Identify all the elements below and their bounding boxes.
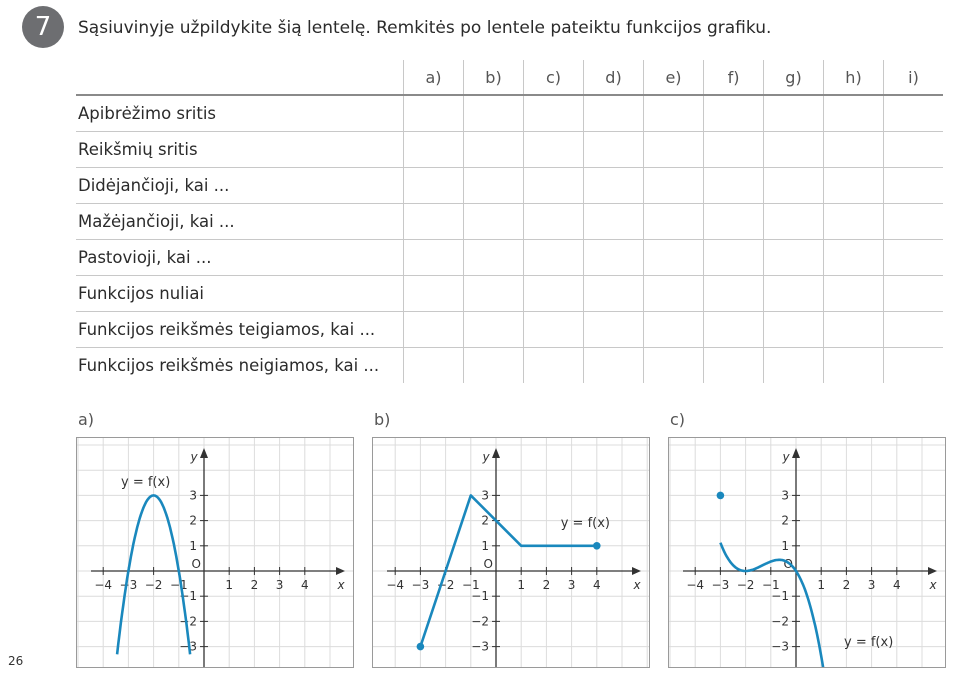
table-cell <box>824 240 884 276</box>
row-label: Funkcijos reikšmės teigiamos, kai ... <box>76 312 404 348</box>
table-cell <box>584 240 644 276</box>
table-row <box>76 132 943 168</box>
table-cell <box>524 204 584 240</box>
table-cell <box>704 95 764 132</box>
exercise-instruction: Sąsiuvinyje užpildykite šią lentelę. Remkitės po lentele pateiktu funkcijos grafiku. <box>78 18 772 38</box>
table-cell <box>884 312 944 348</box>
column-header-d: d) <box>584 60 644 95</box>
function-graph-b <box>373 438 649 667</box>
y-tick-label: −2 <box>179 614 197 629</box>
y-tick-label: 3 <box>781 488 789 503</box>
y-tick-label: −1 <box>179 589 197 604</box>
column-header-i: i) <box>884 60 944 95</box>
table-cell <box>704 204 764 240</box>
y-tick-label: 2 <box>781 513 789 528</box>
table-cell <box>824 276 884 312</box>
endpoint-dot <box>417 643 425 651</box>
y-tick-label: −3 <box>771 639 789 654</box>
graph-label-a: a) <box>78 410 95 429</box>
x-tick-label: −3 <box>411 578 430 592</box>
table-cell <box>764 168 824 204</box>
x-axis-name: x <box>337 578 345 592</box>
function-graph-a <box>77 438 353 667</box>
origin-label: O <box>483 557 493 571</box>
table-cell <box>404 312 464 348</box>
table-cell <box>644 132 704 168</box>
table-cell <box>524 95 584 132</box>
y-tick-label: −1 <box>771 589 789 604</box>
x-tick-label: 3 <box>867 578 876 592</box>
table-cell <box>524 276 584 312</box>
table-cell <box>884 204 944 240</box>
table-cell <box>764 276 824 312</box>
table-cell <box>404 168 464 204</box>
column-header-e: e) <box>644 60 704 95</box>
table-row <box>76 276 943 312</box>
table-cell <box>884 132 944 168</box>
y-tick-label: −1 <box>471 589 489 604</box>
table-cell <box>764 95 824 132</box>
page-number: 26 <box>8 654 24 668</box>
endpoint-dot <box>717 492 725 500</box>
table-cell <box>884 95 944 132</box>
table-cell <box>704 240 764 276</box>
x-tick-label: −2 <box>436 578 455 592</box>
row-label: Mažėjančioji, kai ... <box>76 204 404 240</box>
graph-label-c: c) <box>670 410 686 429</box>
y-tick-label: 1 <box>481 538 489 553</box>
x-axis-arrow <box>336 567 345 575</box>
table-cell <box>404 132 464 168</box>
y-axis-arrow <box>492 448 500 458</box>
x-axis-name: x <box>633 578 641 592</box>
table-cell <box>824 95 884 132</box>
x-tick-label: −1 <box>761 578 780 592</box>
graph-panel-c <box>668 437 946 668</box>
y-tick-label: −2 <box>771 614 789 629</box>
table-cell <box>764 132 824 168</box>
table-cell <box>884 276 944 312</box>
x-tick-label: −3 <box>711 578 730 592</box>
table-row <box>76 348 943 384</box>
column-header-c: c) <box>524 60 584 95</box>
endpoint-dot <box>593 542 601 550</box>
y-tick-label: −3 <box>471 639 489 654</box>
table-cell <box>584 348 644 384</box>
table-row <box>76 204 943 240</box>
table-cell <box>464 95 524 132</box>
table-cell <box>464 240 524 276</box>
x-tick-label: −1 <box>461 578 480 592</box>
table-cell <box>704 276 764 312</box>
x-axis-arrow <box>928 567 937 575</box>
x-axis-name: x <box>929 578 937 592</box>
x-tick-label: 2 <box>250 578 259 592</box>
table-cell <box>764 204 824 240</box>
table-cell <box>584 312 644 348</box>
x-tick-label: −1 <box>169 578 188 592</box>
y-tick-label: −3 <box>179 639 197 654</box>
table-row <box>76 240 943 276</box>
table-cell <box>764 312 824 348</box>
table-cell <box>644 348 704 384</box>
table-cell <box>824 168 884 204</box>
y-axis-name: y <box>482 450 490 464</box>
table-cell <box>584 95 644 132</box>
table-cell <box>884 240 944 276</box>
table-cell <box>764 240 824 276</box>
table-cell <box>704 348 764 384</box>
x-tick-label: −4 <box>94 578 113 592</box>
table-cell <box>704 132 764 168</box>
table-cell <box>644 312 704 348</box>
table-cell <box>884 168 944 204</box>
table-cell <box>824 132 884 168</box>
x-tick-label: −2 <box>736 578 755 592</box>
table-cell <box>464 276 524 312</box>
column-header-b: b) <box>464 60 524 95</box>
table-cell <box>824 204 884 240</box>
x-tick-label: 1 <box>817 578 826 592</box>
column-header-a: a) <box>404 60 464 95</box>
row-label: Pastovioji, kai ... <box>76 240 404 276</box>
properties-table <box>76 60 943 383</box>
table-corner-cell <box>76 60 404 95</box>
row-label: Funkcijos nuliai <box>76 276 404 312</box>
table-cell <box>524 168 584 204</box>
function-label: y = f(x) <box>560 516 610 531</box>
x-tick-label: 1 <box>225 578 234 592</box>
table-cell <box>404 348 464 384</box>
y-tick-label: 2 <box>481 513 489 528</box>
graph-label-b: b) <box>374 410 391 429</box>
y-axis-arrow <box>200 448 208 458</box>
table-cell <box>824 312 884 348</box>
y-axis-arrow <box>792 448 800 458</box>
table-row <box>76 168 943 204</box>
y-tick-label: 1 <box>189 538 197 553</box>
exercise-number-badge: 7 <box>22 6 64 48</box>
x-axis-arrow <box>632 567 641 575</box>
table-header-row <box>76 60 943 95</box>
table-cell <box>704 312 764 348</box>
x-tick-label: 2 <box>842 578 851 592</box>
table-cell <box>704 168 764 204</box>
y-tick-label: −2 <box>471 614 489 629</box>
function-label: y = f(x) <box>121 475 171 490</box>
origin-label: O <box>191 557 201 571</box>
column-header-g: g) <box>764 60 824 95</box>
table-cell <box>464 348 524 384</box>
x-tick-label: 4 <box>300 578 309 592</box>
table-cell <box>464 312 524 348</box>
y-axis-name: y <box>782 450 790 464</box>
y-axis-name: y <box>190 450 198 464</box>
table-cell <box>644 276 704 312</box>
table-cell <box>584 132 644 168</box>
graph-panel-b <box>372 437 650 668</box>
function-label: y = f(x) <box>844 635 894 650</box>
table-cell <box>464 168 524 204</box>
row-label: Reikšmių sritis <box>76 132 404 168</box>
table-cell <box>524 312 584 348</box>
table-row <box>76 95 943 132</box>
table-cell <box>644 95 704 132</box>
x-tick-label: 3 <box>567 578 576 592</box>
row-label: Funkcijos reikšmės neigiamos, kai ... <box>78 356 380 375</box>
x-tick-label: 3 <box>275 578 284 592</box>
row-label: Apibrėžimo sritis <box>76 95 404 132</box>
x-tick-label: −4 <box>386 578 405 592</box>
table-cell <box>524 132 584 168</box>
y-tick-label: 1 <box>781 538 789 553</box>
function-graph-c <box>669 438 945 667</box>
table-cell <box>824 348 884 384</box>
y-tick-label: 3 <box>481 488 489 503</box>
table-cell <box>404 95 464 132</box>
table-cell <box>644 204 704 240</box>
x-tick-label: 4 <box>592 578 601 592</box>
table-cell <box>464 132 524 168</box>
y-tick-label: 3 <box>189 488 197 503</box>
table-cell <box>764 348 824 384</box>
x-tick-label: −4 <box>686 578 705 592</box>
x-tick-label: 2 <box>542 578 551 592</box>
origin-label: O <box>783 557 793 571</box>
table-cell <box>644 240 704 276</box>
table-cell <box>584 204 644 240</box>
table-cell <box>404 276 464 312</box>
x-tick-label: 1 <box>517 578 526 592</box>
x-tick-label: −2 <box>144 578 163 592</box>
table-cell <box>584 276 644 312</box>
table-cell <box>464 204 524 240</box>
table-cell <box>584 168 644 204</box>
column-header-f: f) <box>704 60 764 95</box>
table-row <box>76 312 943 348</box>
y-tick-label: 2 <box>189 513 197 528</box>
x-tick-label: −3 <box>119 578 138 592</box>
graph-panel-a <box>76 437 354 668</box>
table-cell <box>524 240 584 276</box>
x-tick-label: 4 <box>892 578 901 592</box>
table-cell <box>524 348 584 384</box>
row-label: Didėjančioji, kai ... <box>76 168 404 204</box>
table-cell <box>404 204 464 240</box>
table-cell <box>404 240 464 276</box>
table-cell <box>644 168 704 204</box>
table-cell <box>884 348 944 384</box>
column-header-h: h) <box>824 60 884 95</box>
